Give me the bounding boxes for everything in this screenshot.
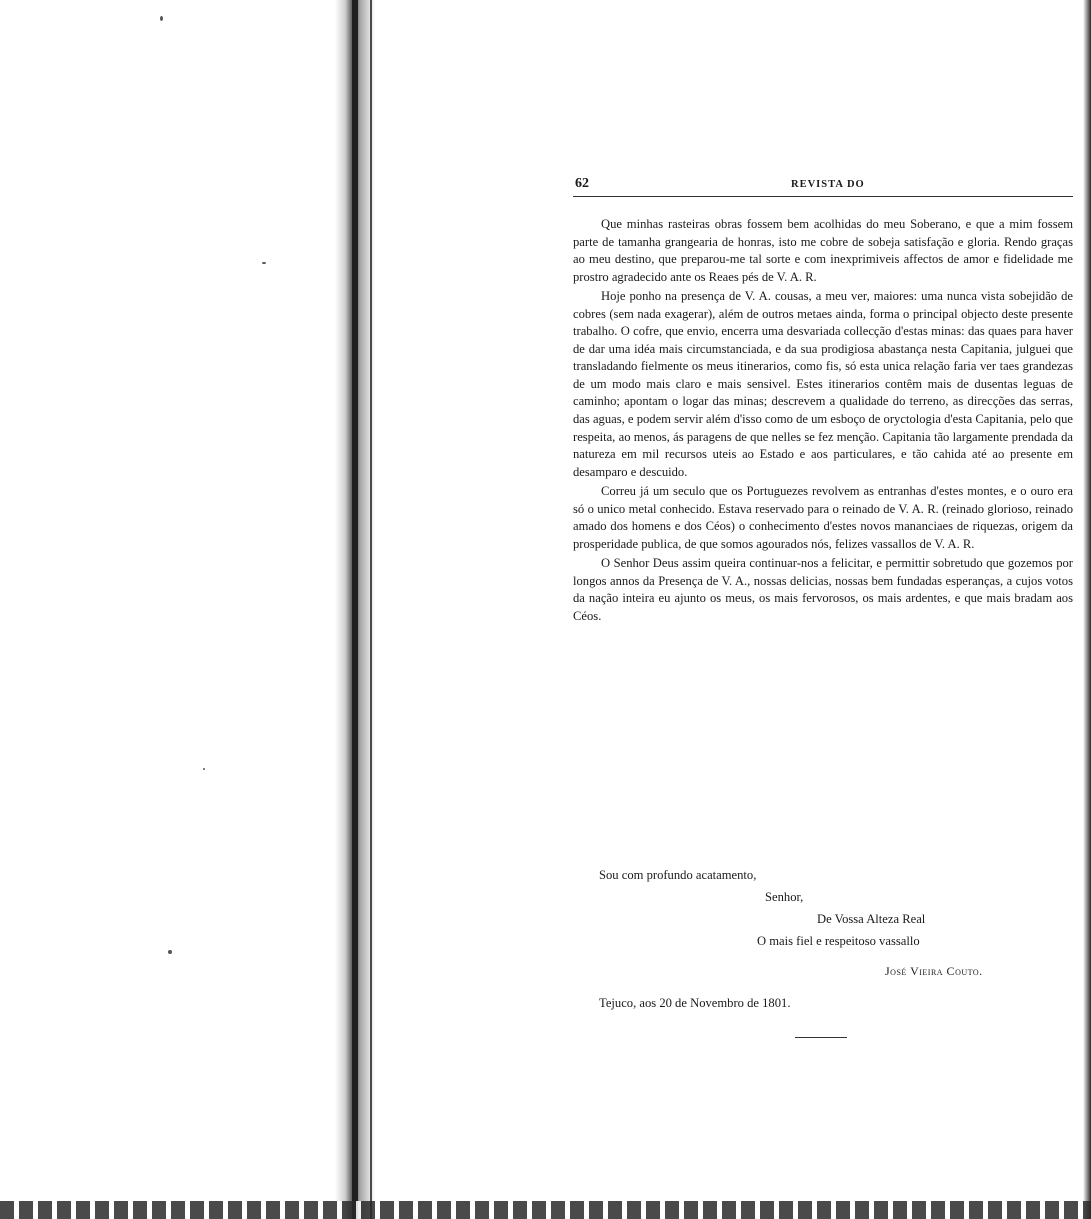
- dateline: Tejuco, aos 20 de Novembro de 1801.: [599, 996, 791, 1010]
- page-speck: [262, 262, 266, 264]
- closing-address: Senhor,: [765, 890, 804, 904]
- closing-title: De Vossa Alteza Real: [817, 912, 926, 926]
- closing-salutation: Sou com profundo acatamento,: [599, 868, 757, 882]
- page-speck: [168, 950, 172, 954]
- page-bottom-edge: [0, 1201, 1091, 1219]
- page-right-edge: [1083, 0, 1091, 1219]
- page-number: 62: [575, 176, 589, 191]
- letter-closing: [573, 864, 1073, 1014]
- book-gutter-edge: [370, 0, 372, 1219]
- paragraph: Correu já um seculo que os Portuguezes revolvem as entranhas d'estes montes, e o ouro era só o unico metal conhecido. Estava reservado para o reinado de V. A. R. (reinado glorioso, reinado amado dos homens e dos Céos) o conhecimento d'estes novos mananciaes de riquezas, origem da prosperidade publica, de que somos agourados nós, felizes vassallos de V. A. R.: [573, 484, 1073, 551]
- signature: José Vieira Couto.: [885, 964, 983, 978]
- page-header: [573, 176, 1073, 196]
- closing-subscription: O mais fiel e respeitoso vassallo: [757, 934, 920, 948]
- body-text: [573, 216, 1073, 626]
- running-title: REVISTA DO: [791, 179, 865, 190]
- paragraph: O Senhor Deus assim queira continuar-nos a felicitar, e permittir sobretudo que gozemos por longos annos da Presença de V. A., nossas delicias, nossas bem fundadas esperanças, a cujos votos da nação inteira eu ajunto os meus, os mais fervorosos, os mais ardentes, e que mais bradam aos Céos.: [573, 556, 1073, 624]
- header-rule: [573, 196, 1073, 197]
- paragraph: Que minhas rasteiras obras fossem bem acolhidas do meu Soberano, e que a mim fossem parte de tamanha grangearia de honras, isto me cobre de sobeja satisfação e gloria. Rendo graças ao meu destino, que preparou-me tal sorte e com inexprimiveis affectos de amor e fidelidade me prostro agradecido ante os Reaes pés de V. A. R.: [573, 217, 1073, 284]
- end-rule: [795, 1037, 847, 1038]
- page-speck: [160, 16, 163, 21]
- book-gutter-line: [352, 0, 358, 1219]
- page-speck: [203, 768, 205, 770]
- paragraph: Hoje ponho na presença de V. A. cousas, a meu ver, maiores: uma nunca vista sobejidão de cobres (sem nada exagerar), além de outros metaes ainda, forma o principal objecto deste presente trabalho. O cofre, que envio, encerra uma desvariada collecção d'estas minas: das quaes para haver de dar uma idéa mais circumstanciada, e da sua prodigiosa abastança nesta Capitania, julguei que transladando fielmente os meus itinerarios, como fis, só esta unica relação faria ver taes grandezas de um modo mais claro e mais sensivel. Estes itinerarios contêm mais de dusentas leguas de caminho; apontam o logar das minas; descrevem a qualidade do terreno, as direcções das serras, das aguas, e podem servir além d'isso como de um esboço de oryctologia d'esta Capitania, pelo que respeita, ao menos, ás paragens de que nelles se fez menção. Capitania tão largamente prendada da natureza em mil recursos uteis ao Estado e aos particulares, e tão cahida até ao presente em desamparo e descuido.: [573, 289, 1073, 479]
